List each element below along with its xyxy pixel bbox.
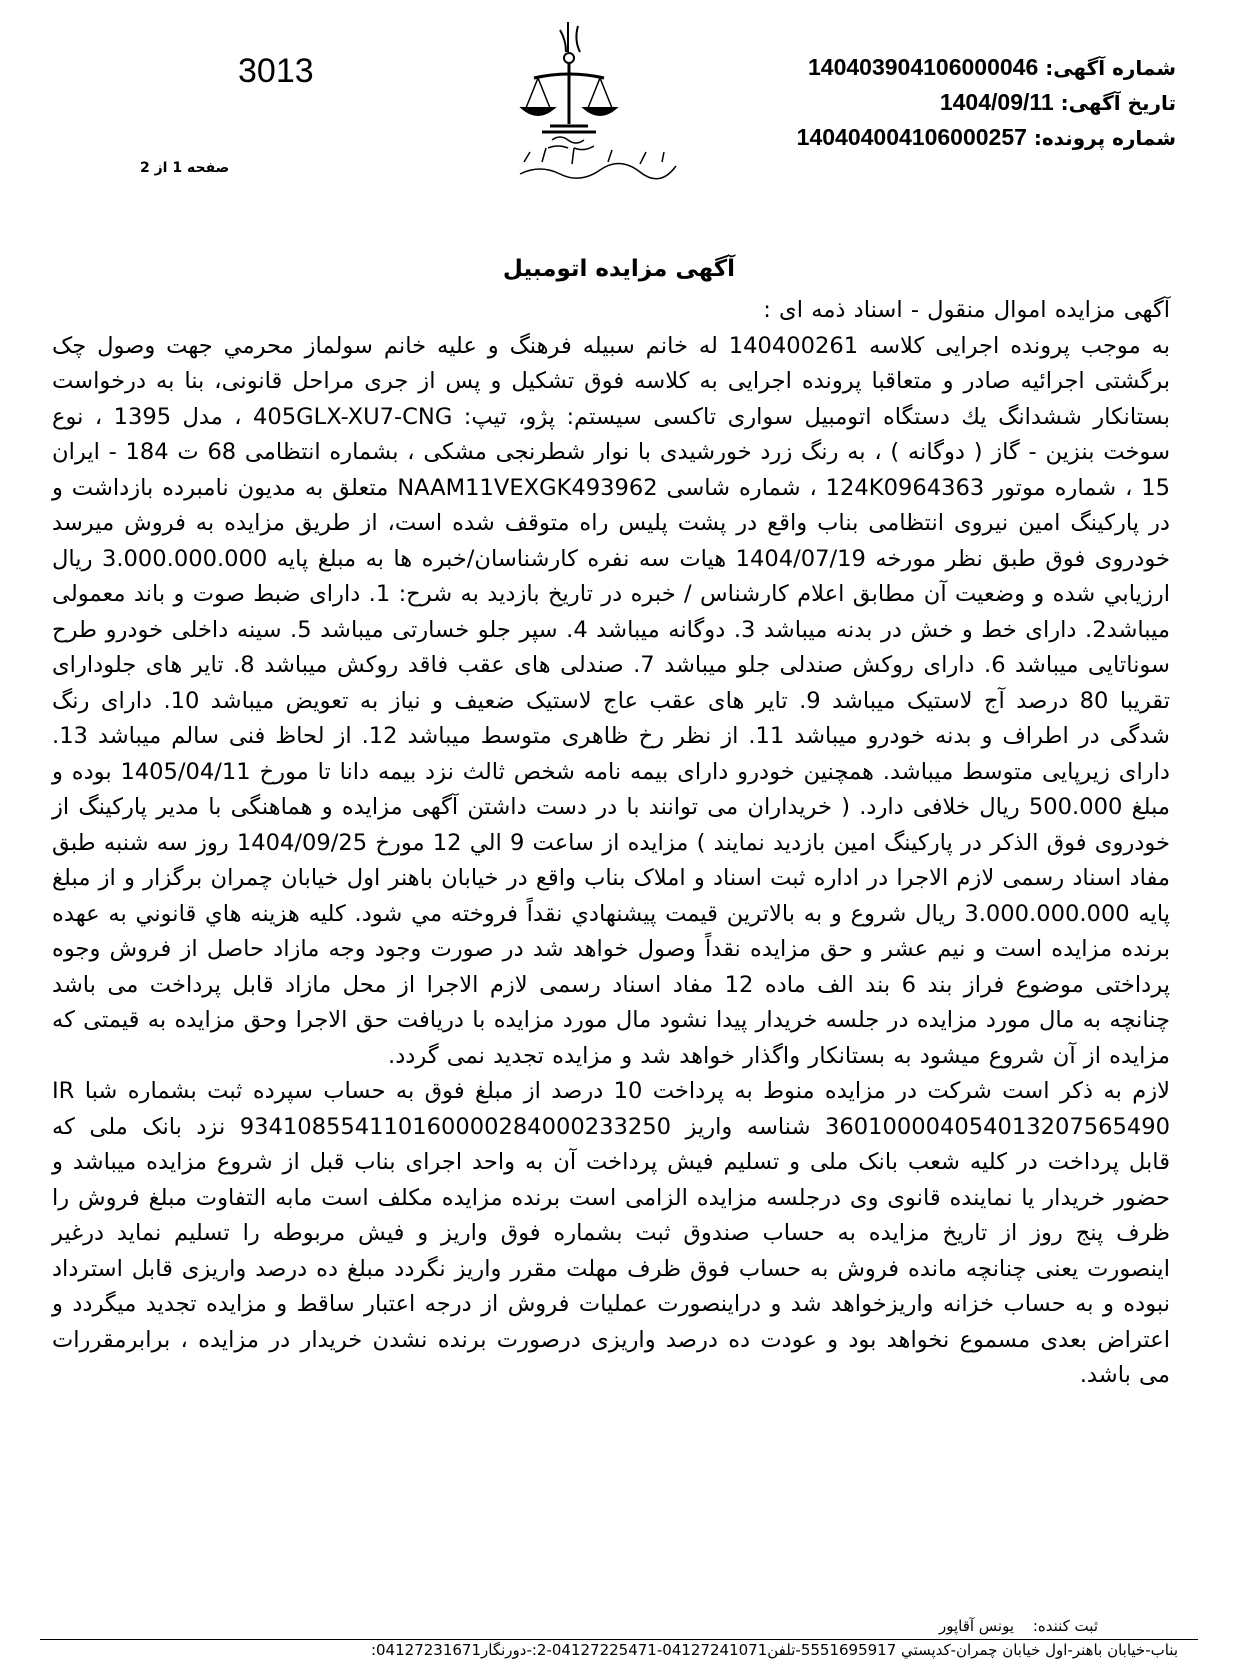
registrar-name: یونس آقاپور: [938, 1617, 1015, 1635]
intro-paragraph: آگهی مزایده اموال منقول - اسناد ذمه ای :: [763, 297, 1170, 323]
notice-date: 1404/09/11: [939, 89, 1054, 115]
case-number-label: شماره پرونده:: [1033, 126, 1176, 150]
registrar-label: ثبت کننده:: [1032, 1617, 1098, 1635]
document-body: [52, 293, 1170, 1394]
code-number: 3013: [238, 52, 314, 90]
scales-of-justice-icon: [512, 12, 692, 192]
payment-terms-paragraph: لازم به ذکر است شرکت در مزایده منوط به پرداخت 10 درصد از مبلغ فوق به حساب سپرده ثبت بشماره شبا IR 360100004054013207565490 شناسه واریز 934108554110160000284000233250 نزد بانک ملی که قابل پرداخت در کلیه شعب بانک ملی و تسلیم فیش پرداخت آن به واحد اجرای بناب قبل از شروع مزایده میباشد و حضور خریدار یا نماینده قانوی وی درجلسه مزایده الزامی است برنده مزایده مکلف است مابه التفاوت مبلغ فروش را ظرف پنج روز از تاریخ مزایده به حساب صندوق ثبت بشماره فوق واریز و فیش مربوطه را تسلیم نماید درغیر اینصورت یعنی چنانچه مانده فروش به حساب فوق ظرف مهلت مقرر واریز نگردد مبلغ ده درصد واریزی قابل استرداد نبوده و به حساب خزانه واریزخواهد شد و دراینصورت عملیات فروش از درجه اعتبار ساقط و مزایده تجدید میگردد و اعتراض بعدی مسموع نخواهد بود و عودت ده درصد واریزی درصورت برنده نشدن خریدار در مزایده ، برابرمقررات می باشد.: [52, 1078, 1171, 1388]
auction-details-paragraph: به موجب پرونده اجرایی کلاسه 140400261 له خانم سبیله فرهنگ و علیه خانم سولماز محرمي جهت وصول چک برگشتی اجرائیه صادر و متعاقبا پرونده اجرایی به کلاسه فوق تشکیل و پس از جری مراحل قانونی، بنا به درخواست بستانکار ششدانگ یك دستگاه اتومبیل سواری تاکسی سیستم: پژو، تیپ: 405GLX-XU7-CNG ، مدل 1395 ، نوع سوخت بنزین - گاز ( دوگانه ) ، به رنگ زرد خورشیدی با نوار شطرنجی مشکی ، بشماره انتظامی 68 ت 184 - ایران 15 ، شماره موتور 124K0964363 ، شماره شاسی NAAM11VEXGK493962 متعلق به مدیون نامبرده بازداشت و در پارکینگ امین نیروی انتظامی بناب واقع در پشت پلیس راه متوقف شده است، از طریق مزایده به فروش میرسد خودروی فوق طبق نظر مورخه 1404/07/19 هیات سه نفره کارشناسان/خبره ها به مبلغ پایه 3.000.000.000 ریال ارزيابي شده و وضعیت آن مطابق اعلام کارشناس / خبره در تاریخ بازدید به شرح: 1. دارای ضبط صوت و باند معمولی میباشد2. دارای خط و خش در بدنه میباشد 3. دوگانه میباشد 4. سپر جلو خسارتی میباشد 5. سینه داخلی خودرو طرح سوناتایی میباشد 6. دارای روکش صندلی جلو میباشد 7. صندلی های عقب فاقد روکش میباشد 8. تایر های جلودارای تقریبا 80 درصد آج لاستیک میباشد 9. تایر های عقب عاج لاستیک ضعیف و نیاز به تعویض میباشد 10. دارای رنگ شدگی در اطراف و بدنه خودرو میباشد 11. از نظر رخ ظاهری متوسط میباشد 12. از لحاظ فنی سالم میباشد 13. دارای زیرپایی متوسط میباشد. همچنین خودرو دارای بیمه نامه شخص ثالث نزد بیمه دانا تا مورخ 1405/04/11 بوده و مبلغ 500.000 ریال خلافی دارد. ( خریداران می توانند با در دست داشتن آگهی مزایده و هماهنگی با مدیر پارکینگ از خودروی فوق الذکر در پارکینگ امین بازدید نمایند ) مزایده از ساعت 9 الي 12 مورخ 1404/09/25 روز سه شنبه طبق مفاد اسناد رسمی لازم الاجرا در اداره ثبت اسناد و املاک بناب واقع در خیابان باهنر اول خیابان چمران برگزار و از مبلغ پایه 3.000.000.000 ریال شروع و به بالاترين قيمت پيشنهادي نقداً فروخته مي شود. كليه هزينه هاي قانوني به عهده برنده مزایده است و نیم عشر و حق مزایده نقداً وصول خواهد شد در صورت وجود وجه مازاد حاصل از فروش وجوه پرداختی موضوع فراز بند 6 بند الف ماده 12 مفاد اسناد رسمی لازم الاجرا از محل مازاد قابل پرداخت می باشد چنانچه به مال مورد مزایده در جلسه خریدار پیدا نشود مال مورد مزایده با دریافت حق الاجرا وحق مزایده به قیمتی که مزایده از آن شروع میشود به بستانکار واگذار خواهد شد و مزایده تجدید نمی گردد.: [52, 332, 1171, 1069]
document-title: آگهی مزایده اتومبیل: [502, 256, 736, 282]
case-number: 140404004106000257: [796, 124, 1027, 150]
notice-number-label: شماره آگهی:: [1045, 56, 1176, 80]
notice-metadata: [797, 50, 1176, 155]
footer-divider: [40, 1639, 1198, 1640]
judiciary-emblem: [512, 12, 692, 192]
notice-date-row: [797, 85, 1176, 120]
page-indicator: صفحه 1 از 2: [140, 160, 230, 176]
case-number-row: [797, 120, 1176, 155]
notice-date-label: تاریخ آگهی:: [1060, 91, 1176, 115]
registrar: [939, 1617, 1098, 1635]
footer-address: بناب-خیابان باهنر-اول خیابان چمران-کدپستي 5551695917-تلفن04127241071-04127225471-2:-دورنگار04127231671:: [370, 1641, 1178, 1659]
notice-number-row: [797, 50, 1176, 85]
notice-number: 140403904106000046: [807, 54, 1039, 80]
